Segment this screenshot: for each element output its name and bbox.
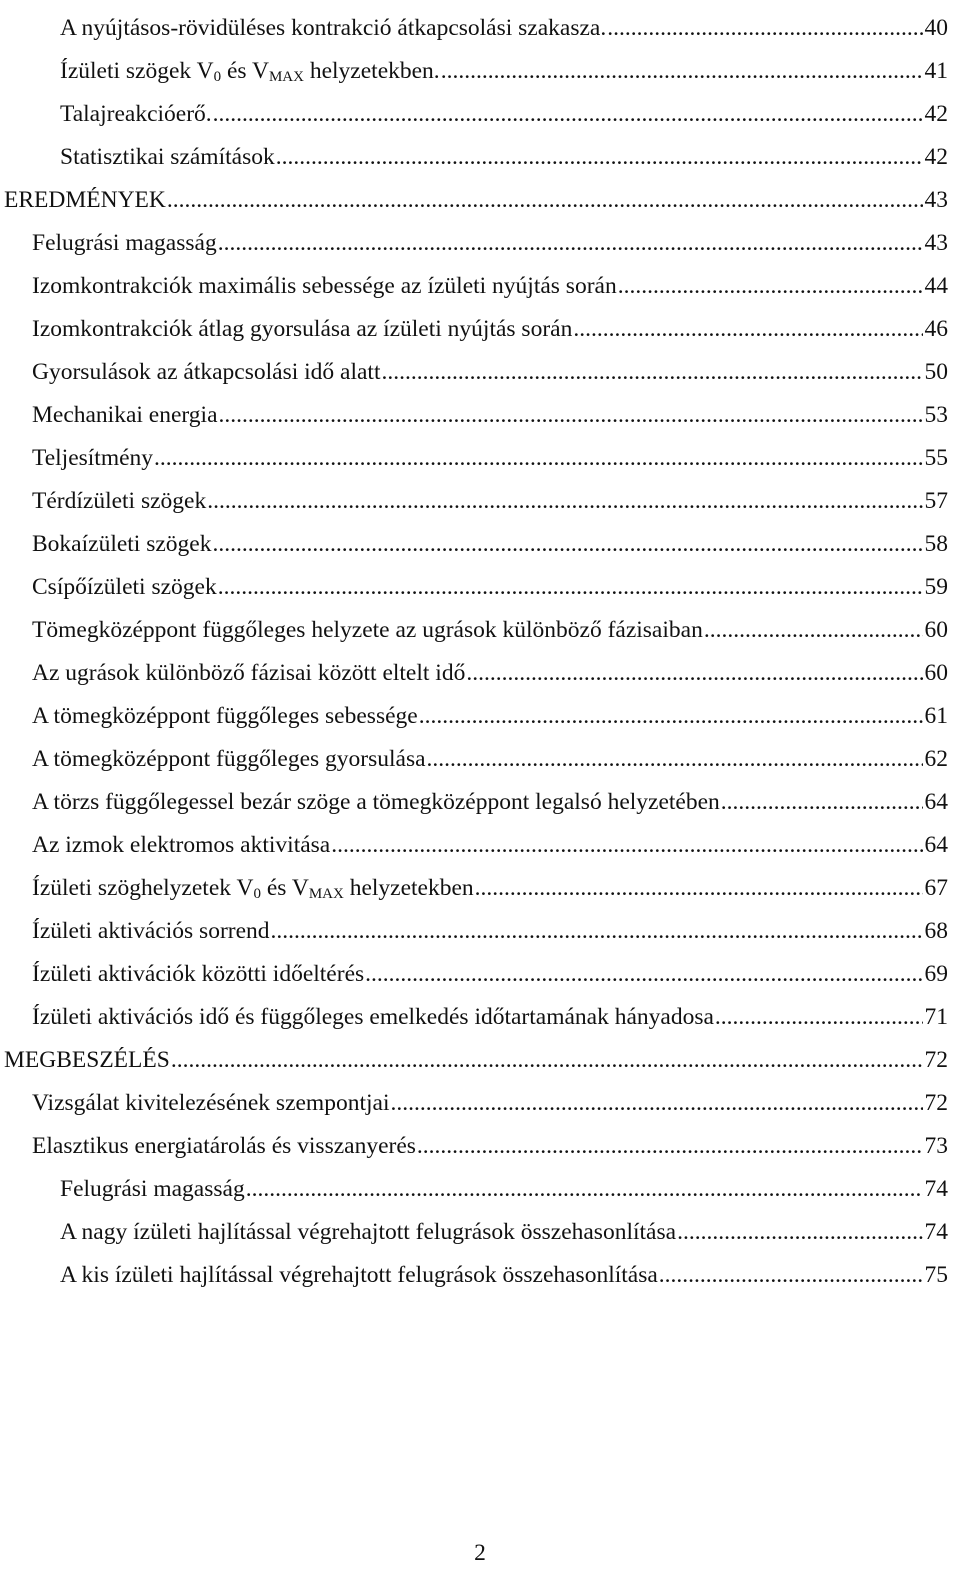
toc-entry-page: 58 [924,530,948,557]
toc-entry-page: 62 [924,745,948,772]
toc-entry-title: Gyorsulások az átkapcsolási idő alatt [32,358,381,385]
toc-entry-title: Tömegközéppont függőleges helyzete az ugrások különböző fázisaiban [32,616,703,643]
toc-leader-dots [573,318,922,342]
toc-leader-dots [271,920,923,944]
toc-entry-page: 60 [924,659,948,686]
toc-entry-title: Az ugrások különböző fázisai között eltelt idő [32,659,466,686]
toc-entry-title: A nyújtásos-rövidüléses kontrakció átkapcsolási szakasza. [60,14,607,41]
toc-entry[interactable] [4,1032,948,1072]
toc-entry[interactable] [32,473,948,513]
toc-entry[interactable] [32,817,948,857]
toc-entry-page: 67 [924,874,948,901]
toc-entry-page: 43 [924,186,948,213]
toc-leader-dots [427,748,923,772]
toc-entry-page: 60 [924,616,948,643]
toc-entry-page: 74 [924,1218,948,1245]
toc-entry-title: Felugrási magasság [32,229,217,256]
toc-leader-dots [331,834,922,858]
toc-entry-page: 71 [924,1003,948,1030]
toc-entry-page: 42 [924,100,948,127]
toc-leader-dots [704,619,923,643]
toc-entry-title: A kis ízületi hajlítással végrehajtott felugrások összehasonlítása [60,1261,658,1288]
toc-entry-page: 72 [924,1046,948,1073]
toc-entry-page: 59 [924,573,948,600]
toc-leader-dots [475,877,923,901]
toc-leader-dots [276,146,923,170]
toc-entry-title: Ízületi szögek $V_0$ és $V_{MAX}$ helyzetekben. [60,57,440,85]
toc-leader-dots [607,17,922,41]
toc-entry[interactable] [32,860,948,900]
toc-entry-title: Az izmok elektromos aktivitása [32,831,331,858]
toc-entry-page: 41 [924,57,948,84]
toc-entry[interactable] [32,946,948,986]
toc-leader-dots [618,275,923,299]
toc-entry[interactable] [32,602,948,642]
toc-entry-page: 75 [924,1261,948,1288]
toc-entry-title: Talajreakcióerő. [60,100,212,127]
toc-entry-title: MEGBESZÉLÉS [4,1046,170,1073]
toc-leader-dots [171,1049,923,1073]
toc-entry[interactable] [60,1161,948,1201]
toc-entry-page: 55 [924,444,948,471]
toc-entry-page: 44 [924,272,948,299]
toc-entry-title: Térdízületi szögek [32,487,207,514]
toc-entry[interactable] [32,1075,948,1115]
toc-entry-title: Ízületi szöghelyzetek $V_0$ és $V_{MAX}$ helyzetekben [32,874,474,902]
toc-entry[interactable] [32,258,948,298]
toc-entry[interactable] [32,516,948,556]
toc-entry[interactable] [32,688,948,728]
toc-entry-page: 69 [924,960,948,987]
toc-leader-dots [677,1221,922,1245]
toc-entry-page: 64 [924,788,948,815]
toc-entry[interactable] [60,1204,948,1244]
toc-entry-title: Izomkontrakciók maximális sebessége az ízületi nyújtás során [32,272,617,299]
toc-entry-page: 40 [924,14,948,41]
toc-leader-dots [167,189,923,213]
toc-leader-dots [246,1178,923,1202]
toc-entry-title: Elasztikus energiatárolás és visszanyerés [32,1132,416,1159]
toc-entry-page: 74 [924,1175,948,1202]
toc-entry[interactable] [32,215,948,255]
toc-leader-dots [381,361,922,385]
toc-entry-title: A tömegközéppont függőleges gyorsulása [32,745,426,772]
toc-entry-title: Statisztikai számítások [60,143,275,170]
toc-leader-dots [154,447,922,471]
toc-entry-title: Izomkontrakciók átlag gyorsulása az ízületi nyújtás során [32,315,573,342]
toc-leader-dots [659,1264,923,1288]
toc-entry[interactable] [32,731,948,771]
toc-entry-page: 53 [924,401,948,428]
toc-leader-dots [417,1135,923,1159]
toc-entry-page: 42 [924,143,948,170]
toc-leader-dots [218,232,923,256]
toc-entry[interactable] [60,1247,948,1287]
toc-entry-title: Ízületi aktivációs idő és függőleges emelkedés időtartamának hányadosa [32,1003,714,1030]
toc-leader-dots [218,576,923,600]
toc-entry-page: 64 [924,831,948,858]
toc-leader-dots [390,1092,922,1116]
toc-entry-title: Ízületi aktivációk közötti időeltérés [32,960,365,987]
toc-entry-title: Csípőízületi szögek [32,573,217,600]
toc-entry[interactable] [60,43,948,83]
toc-leader-dots [466,662,922,686]
toc-entry-title: A törzs függőlegessel bezár szöge a tömegközéppont legalsó helyzetében [32,788,720,815]
toc-entry-page: 43 [924,229,948,256]
toc-entry-title: A nagy ízületi hajlítással végrehajtott felugrások összehasonlítása [60,1218,677,1245]
toc-entry[interactable] [32,903,948,943]
toc-leader-dots [365,963,922,987]
toc-entry-page: 57 [924,487,948,514]
toc-entry-page: 46 [924,315,948,342]
toc-entry[interactable] [60,129,948,169]
toc-entry[interactable] [32,645,948,685]
toc-leader-dots [715,1006,923,1030]
toc-entry[interactable] [32,387,948,427]
toc-leader-dots [219,404,923,428]
toc-leader-dots [721,791,923,815]
toc-entry[interactable] [32,1118,948,1158]
toc-entry-title: Teljesítmény [32,444,154,471]
toc-entry-title: Mechanikai energia [32,401,218,428]
toc-entry[interactable] [32,301,948,341]
toc-entry[interactable] [4,172,948,212]
toc-leader-dots [419,705,923,729]
toc-entry[interactable] [32,344,948,384]
toc-entry-title: Vizsgálat kivitelezésének szempontjai [32,1089,390,1116]
toc-entry-page: 68 [924,917,948,944]
toc-entry[interactable] [60,0,948,40]
toc-entry-page: 72 [924,1089,948,1116]
page-number: 2 [474,1540,486,1566]
toc-entry-title: Felugrási magasság [60,1175,245,1202]
toc-leader-dots [212,533,922,557]
toc-entry-title: Ízületi aktivációs sorrend [32,917,270,944]
toc-entry-title: Bokaízületi szögek [32,530,212,557]
toc-leader-dots [213,103,923,127]
toc-entry[interactable] [32,989,948,1029]
toc-entry[interactable] [32,559,948,599]
toc-leader-dots [441,60,923,84]
toc-entry[interactable] [60,86,948,126]
toc-entry-page: 61 [924,702,948,729]
toc-entry-title: A tömegközéppont függőleges sebessége [32,702,418,729]
toc-entry-title: EREDMÉNYEK [4,186,166,213]
toc-entry[interactable] [32,774,948,814]
toc-entry-page: 73 [924,1132,948,1159]
toc-leader-dots [207,490,922,514]
toc-entry[interactable] [32,430,948,470]
toc-entry-page: 50 [924,358,948,385]
